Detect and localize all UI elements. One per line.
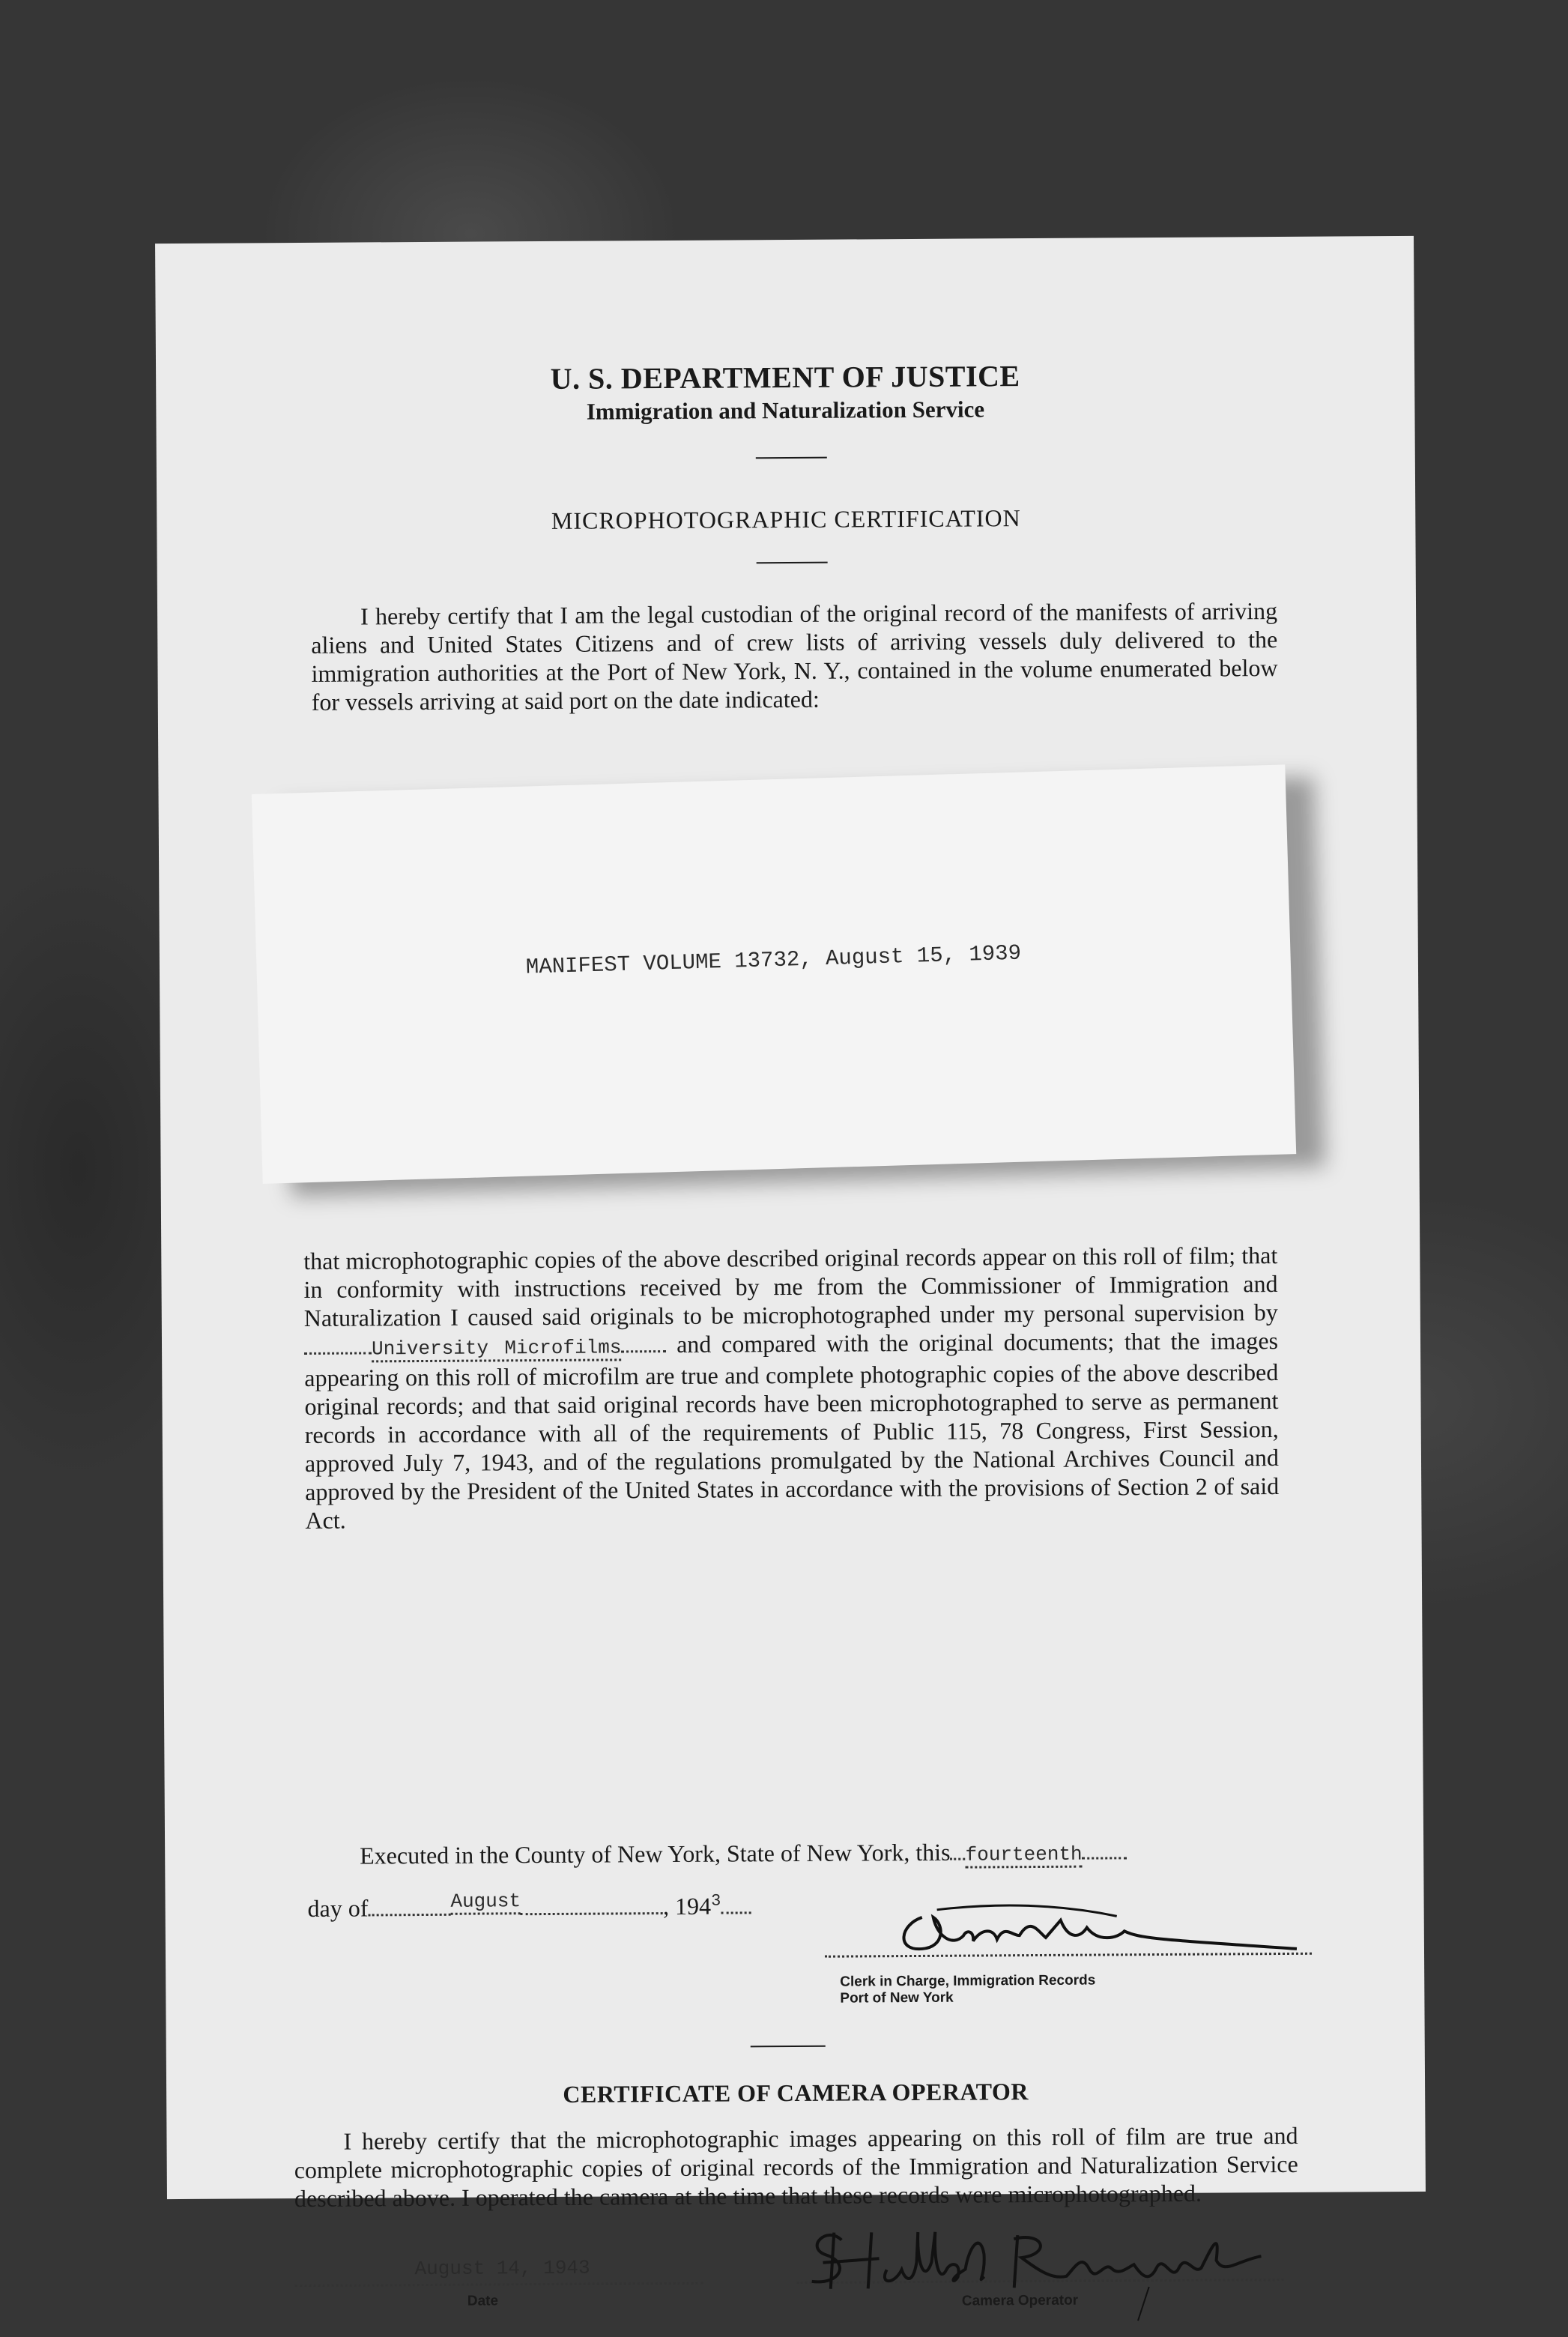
execution-prefix: Executed in the County of New York, State of New York, this xyxy=(360,1838,951,1869)
execution-day: fourteenth xyxy=(965,1843,1082,1869)
certification-title: MICROPHOTOGRAPHIC CERTIFICATION xyxy=(551,504,1021,534)
camera-operator-label: Camera Operator xyxy=(961,2292,1079,2309)
manifest-card xyxy=(252,764,1296,1184)
execution-month: August xyxy=(450,1890,521,1915)
clerk-signature xyxy=(892,1893,1313,1962)
department-heading: U. S. DEPARTMENT OF JUSTICE xyxy=(550,359,1020,396)
execution-line xyxy=(360,1837,1127,1869)
clerk-title-line2: Port of New York xyxy=(840,1989,954,2007)
camera-certificate-paragraph: I hereby certify that the microphotographic images appearing on this roll of film are true and complete microphotographic copies of original records of the Immigration and Naturalization Service described above. I operated the camera at the time that these records were microphotographed. xyxy=(294,2121,1298,2213)
date-line xyxy=(295,2282,703,2287)
year-digit: 3 xyxy=(710,1891,721,1911)
year-prefix: , 194 xyxy=(662,1892,712,1920)
manifest-volume-text: MANIFEST VOLUME 13732, August 15, 1939 xyxy=(525,940,1022,980)
certificate-page xyxy=(155,236,1426,2309)
date-label: Date xyxy=(467,2293,499,2309)
clerk-title-line1: Clerk in Charge, Immigration Records xyxy=(840,1972,1096,1990)
day-of-label: day of xyxy=(307,1894,369,1922)
execution-date-line xyxy=(307,1888,751,1923)
divider xyxy=(756,457,827,459)
divider xyxy=(757,562,828,564)
body-text-part1: that microphotographic copies of the above described original records appear on this roll of film; that in conformity with instructions received by me from the Commissioner of Immigration and Naturalization I caused said originals to be microphotographed under my personal supervision by xyxy=(303,1242,1278,1331)
service-subheading: Immigration and Naturalization Service xyxy=(586,396,985,425)
intro-paragraph: I hereby certify that I am the legal custodian of the original record of the manifests of arriving aliens and United States Citizens and of crew lists of arriving vessels duly delivered to the immigration authorities at the Port of New York, N. Y., contained in the volume enumerated below for vessels arriving at said port on the date indicated: xyxy=(311,597,1278,716)
camera-date-value: August 14, 1943 xyxy=(414,2256,590,2281)
body-text-part2: and compared with the original documents; that the images appearing on this roll of microfilm are true and complete photographic copies of the above described original records; and that said original records have been microphotographed to serve as permanent records in accordance with all of the requirements of Public 115, 78 Congress, First Session, approved July 7, 1943, and of the regulations promulgated by the National Archives Council and approved by the President of the United States in accordance with the provisions of Section 2 of said Act. xyxy=(304,1327,1280,1534)
photographer-name: University Microfilms xyxy=(372,1336,622,1362)
divider xyxy=(751,2046,826,2048)
body-paragraph xyxy=(303,1241,1279,1535)
clerk-title xyxy=(840,1973,1095,2007)
camera-certificate-title: CERTIFICATE OF CAMERA OPERATOR xyxy=(563,2078,1029,2108)
